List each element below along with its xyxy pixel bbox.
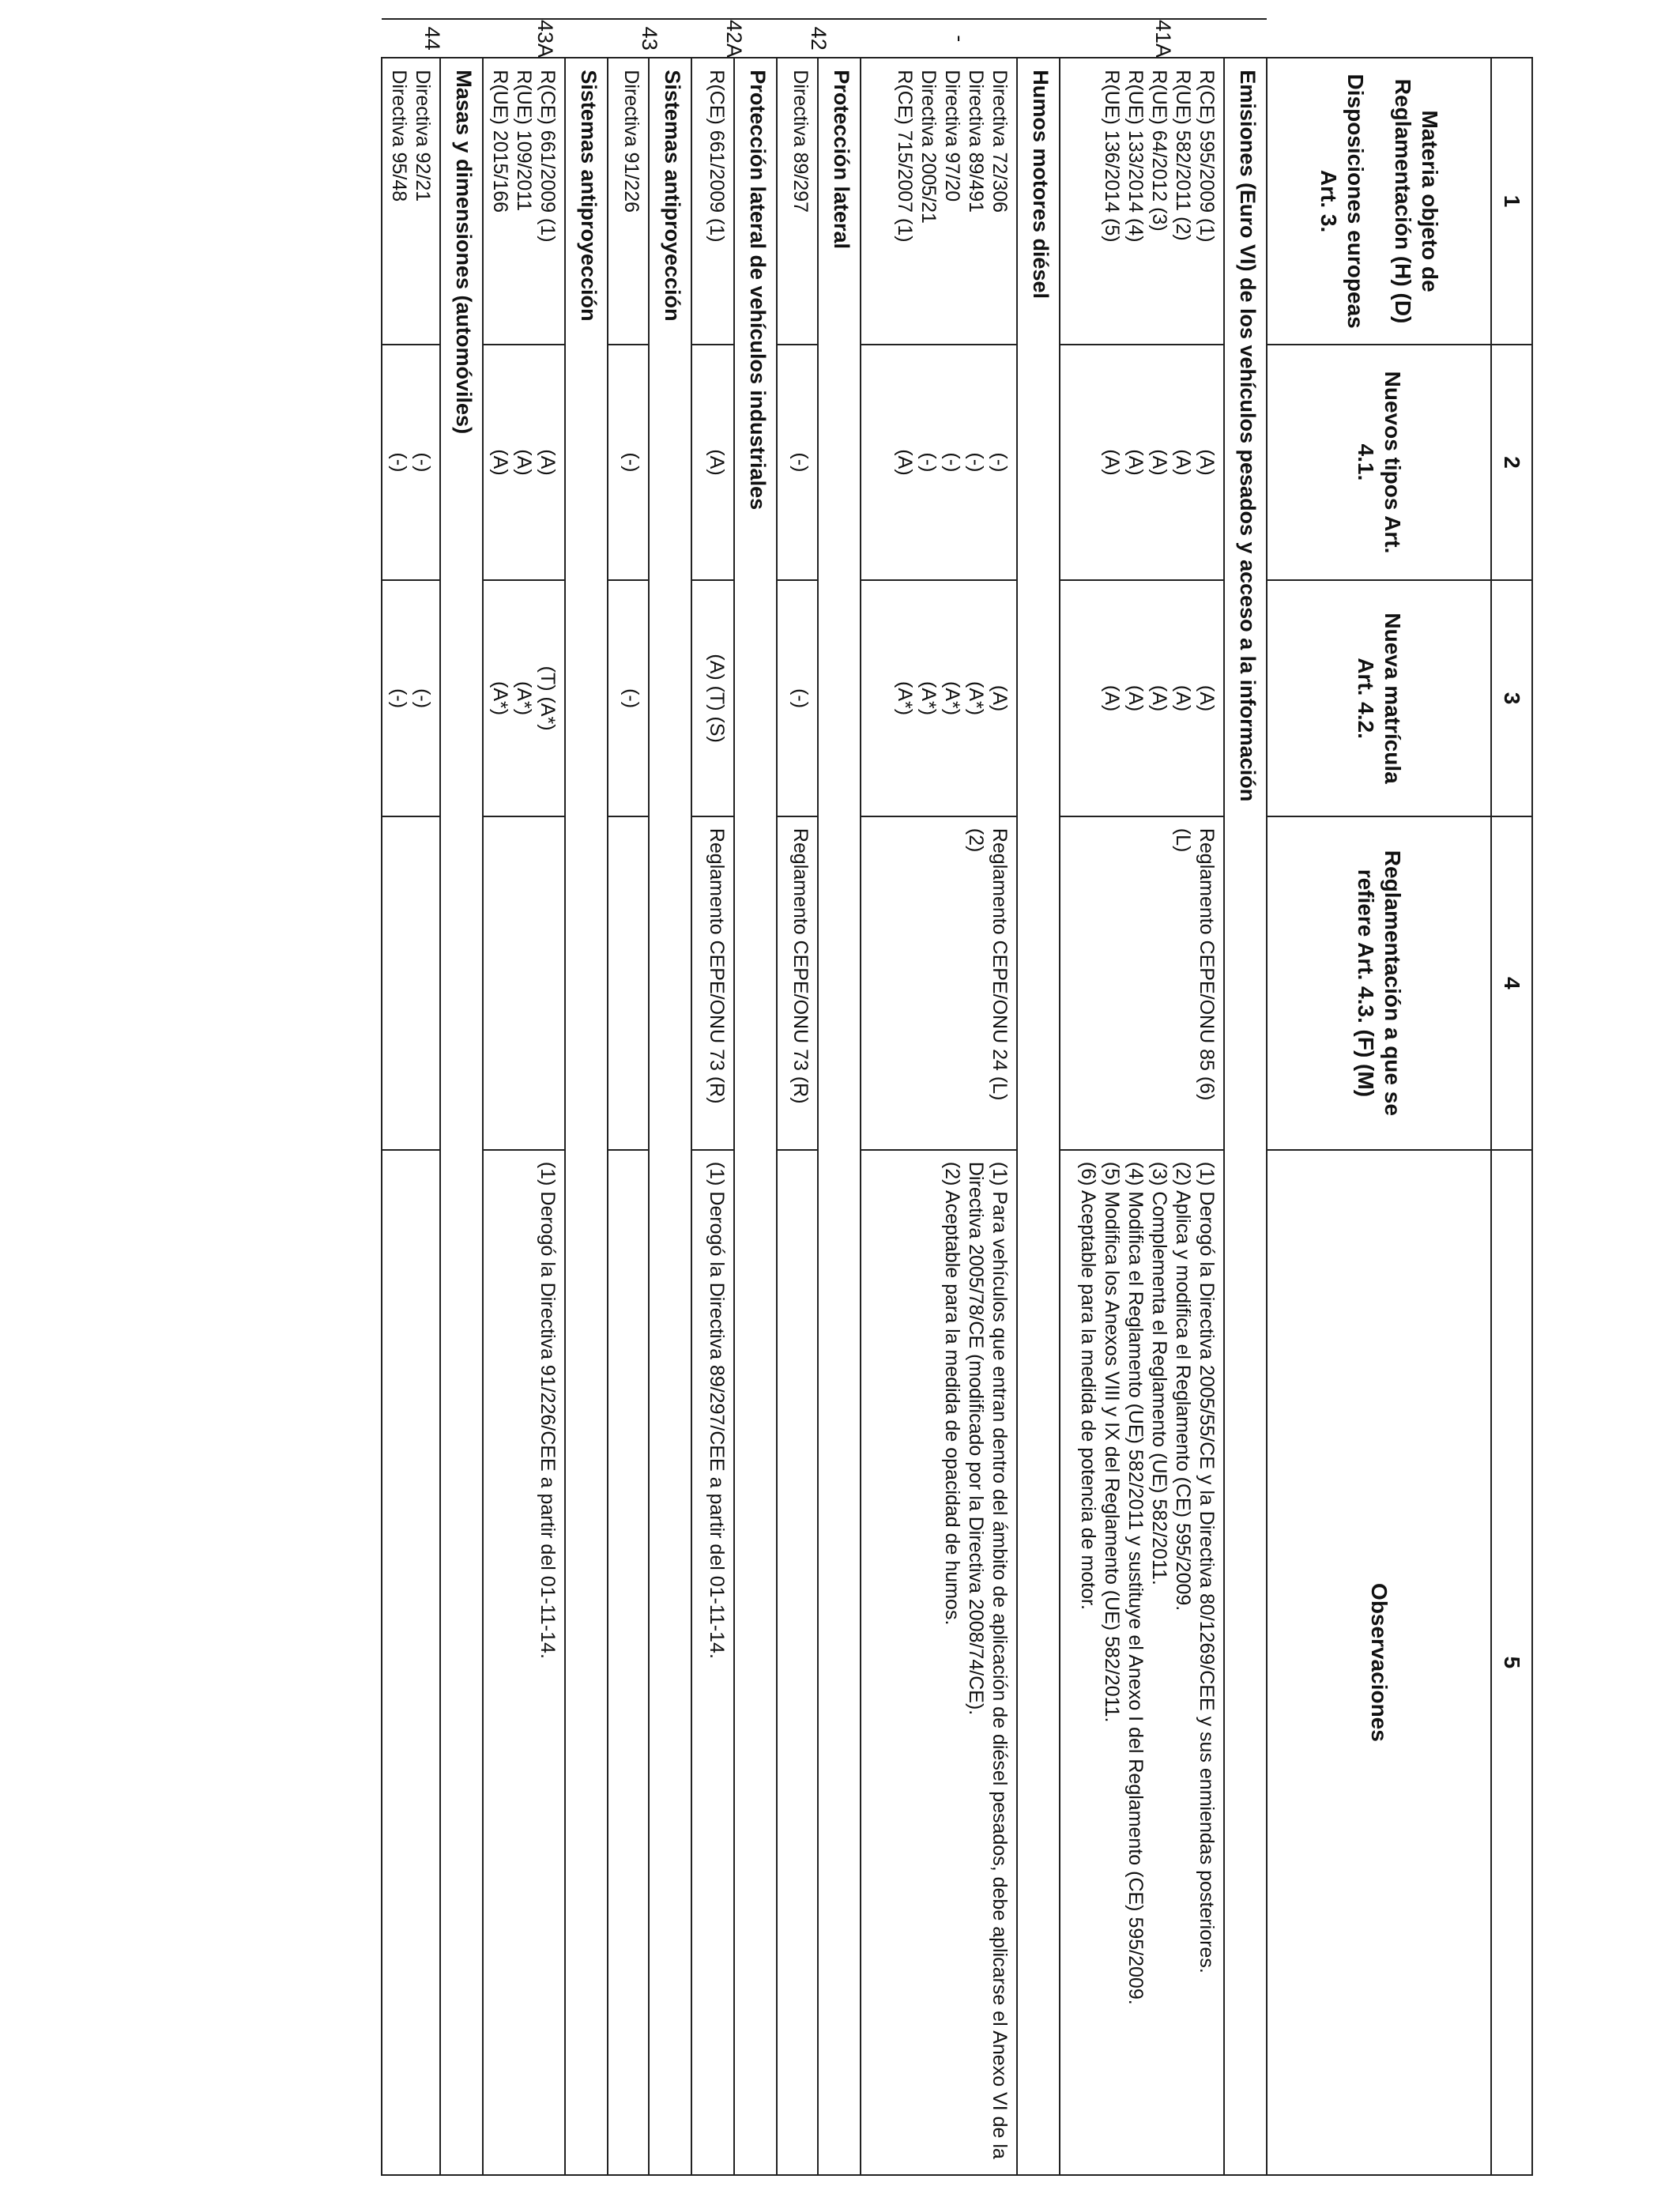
- reglamentacion-cell: [1060, 816, 1224, 1150]
- cell-line: (-): [412, 688, 434, 709]
- column-header-nuevos-tipos: Nuevos tipos Art. 4.1.: [1267, 345, 1491, 581]
- section-title-row: [565, 19, 608, 2175]
- table: [381, 18, 1533, 2176]
- cell-line: (5) Modifica los Anexos VIII y IX del Reglamento (UE) 582/2011.: [1101, 1161, 1123, 1723]
- column-number: 2: [1491, 345, 1532, 581]
- cell-line: (A): [989, 684, 1011, 712]
- cell-line: R(CE) 661/2009 (1): [537, 70, 559, 243]
- nuevos-tipos-cell: [483, 345, 565, 581]
- cell-line: (A*): [917, 681, 940, 716]
- row-number: 43A: [483, 19, 608, 58]
- table-row: [777, 19, 818, 2175]
- observaciones-cell: [777, 1150, 818, 2175]
- cell-line: (1) Derogó la Directiva 2005/55/CE y la Directiva 80/1269/CEE y sus enmiendas posteriores.: [1196, 1161, 1218, 1973]
- observaciones-cell: [861, 1150, 1017, 2175]
- section-title: Sistemas antiproyección: [565, 58, 608, 2175]
- section-title: Protección lateral de vehículos industriales: [734, 58, 777, 2175]
- cell-line: (3) Complementa el Reglamento (UE) 582/2011.: [1148, 1161, 1170, 1585]
- cell-line: (-): [965, 452, 987, 473]
- section-title: Sistemas antiproyección: [649, 58, 691, 2175]
- reglamentacion-cell: [861, 816, 1017, 1150]
- cell-line: (A): [1124, 449, 1147, 476]
- cell-line: (A*): [894, 681, 916, 716]
- section-title-row: [649, 19, 691, 2175]
- cell-line: (6) Aceptable para la medida de potencia de motor.: [1077, 1161, 1099, 1610]
- cell-line: Directiva 89/491: [965, 70, 987, 213]
- cell-line: (A*): [941, 681, 963, 716]
- disposition-cell: [608, 58, 649, 344]
- reglamentacion-cell: [691, 816, 734, 1150]
- cell-line: Reglamento CEPE/ONU 73 (R): [706, 827, 728, 1104]
- disposition-cell: [777, 58, 818, 344]
- cell-line: (A): [1124, 684, 1147, 712]
- cell-line: (-): [941, 452, 963, 473]
- cell-line: (2): [965, 827, 987, 853]
- nueva-matricula-cell: [777, 580, 818, 816]
- disposition-cell: [1060, 58, 1224, 344]
- section-title-row: [1224, 19, 1267, 2175]
- disposition-cell: [861, 58, 1017, 344]
- cell-line: Directiva 89/297: [789, 70, 812, 213]
- nueva-matricula-cell: [861, 580, 1017, 816]
- column-number: 5: [1491, 1150, 1532, 2175]
- nueva-matricula-cell: [608, 580, 649, 816]
- cell-line: Reglamento CEPE/ONU 73 (R): [789, 827, 812, 1104]
- row-number: 43: [608, 19, 691, 58]
- row-number: 42A: [691, 19, 777, 58]
- nuevos-tipos-cell: [1060, 345, 1224, 581]
- cell-line: (-): [388, 688, 410, 709]
- nuevos-tipos-cell: [608, 345, 649, 581]
- cell-line: (A): [1196, 449, 1218, 476]
- section-title-row: [818, 19, 861, 2175]
- cell-line: Reglamento CEPE/ONU 24 (L): [989, 827, 1011, 1101]
- cell-line: R(CE) 715/2007 (1): [894, 70, 916, 243]
- cell-line: Directiva 2005/21: [917, 70, 940, 224]
- section-title-row: [440, 19, 483, 2175]
- cell-line: R(UE) 582/2011 (2): [1172, 70, 1194, 241]
- reglamentacion-cell: [483, 816, 565, 1150]
- header-text: Materia objeto de Reglamentación (H) (D): [1391, 78, 1442, 324]
- cell-line: (A*): [513, 681, 535, 716]
- cell-line: (A) (T) (S): [706, 654, 728, 743]
- cell-line: (-): [412, 452, 434, 473]
- cell-line: (2) Aceptable para la medida de opacidad de humos.: [941, 1161, 963, 1626]
- disposition-cell: [483, 58, 565, 344]
- column-header-nueva-matricula: Nueva matrícula Art. 4.2.: [1267, 580, 1491, 816]
- table-row: [382, 19, 440, 2175]
- observaciones-cell: [691, 1150, 734, 2175]
- section-title: Humos motores diésel: [1017, 58, 1060, 2175]
- cell-line: (A): [513, 449, 535, 476]
- cell-line: Directiva 92/21: [412, 70, 434, 202]
- cell-line: (-): [989, 452, 1011, 473]
- table-row: [691, 19, 734, 2175]
- regulation-table: [134, 18, 1533, 2176]
- cell-line: (4) Modifica el Reglamento (UE) 582/2011 y sustituye el Anexo I del Reglamento (CE) 595/2009.: [1124, 1161, 1147, 2005]
- section-title: Protección lateral: [818, 58, 861, 2175]
- cell-line: (A*): [965, 681, 987, 716]
- cell-line: (T) (A*): [537, 665, 559, 731]
- observaciones-cell: [608, 1150, 649, 2175]
- cell-line: Directiva 72/306: [989, 70, 1011, 213]
- table-row: [1060, 19, 1224, 2175]
- cell-line: (1) Para vehículos que entran dentro del ámbito de aplicación de diésel pesados, debe aplicarse el Anexo VI de la Directiva 2005/78/CE (modificado por la Directiva 2008/74/CE).: [965, 1161, 1011, 2159]
- row-number: 44: [382, 19, 483, 58]
- observaciones-cell: [382, 1150, 440, 2175]
- cell-line: (A): [489, 449, 511, 476]
- column-number: 4: [1491, 816, 1532, 1150]
- cell-line: R(UE) 2015/166: [489, 70, 511, 213]
- nueva-matricula-cell: [1060, 580, 1224, 816]
- observaciones-cell: [1060, 1150, 1224, 2175]
- corner-blank: [1491, 19, 1532, 58]
- table-row: [861, 19, 1017, 2175]
- observaciones-cell: [483, 1150, 565, 2175]
- cell-line: (A): [894, 449, 916, 476]
- nuevos-tipos-cell: [777, 345, 818, 581]
- cell-line: R(CE) 595/2009 (1): [1196, 70, 1218, 243]
- cell-line: Directiva 91/226: [620, 70, 642, 213]
- cell-line: (2) Aplica y modifica el Reglamento (CE) 595/2009.: [1172, 1161, 1194, 1612]
- cell-line: Directiva 97/20: [941, 70, 963, 202]
- row-number: -: [861, 19, 1060, 58]
- cell-line: (1) Derogó la Directiva 91/226/CEE a partir del 01-11-14.: [537, 1161, 559, 1659]
- header-subtext: Disposiciones europeas Art. 3.: [1317, 74, 1368, 329]
- row-number: 42: [777, 19, 861, 58]
- cell-line: (-): [917, 452, 940, 473]
- reglamentacion-cell: [777, 816, 818, 1150]
- cell-line: (-): [789, 452, 812, 473]
- column-title-row: [1267, 19, 1491, 2175]
- cell-line: (A): [1172, 449, 1194, 476]
- cell-line: (-): [789, 688, 812, 709]
- cell-line: Reglamento CEPE/ONU 85 (6): [1196, 827, 1218, 1101]
- column-header-observaciones: Observaciones: [1267, 1150, 1491, 2175]
- cell-line: R(UE) 109/2011: [513, 70, 535, 212]
- nuevos-tipos-cell: [691, 345, 734, 581]
- table-body: [382, 19, 1267, 2175]
- section-title: Masas y dimensiones (automóviles): [440, 58, 483, 2175]
- column-number: 1: [1491, 58, 1532, 344]
- cell-line: (A): [1148, 449, 1170, 476]
- cell-line: R(UE) 136/2014 (5): [1101, 70, 1123, 243]
- cell-line: (A): [1196, 684, 1218, 712]
- column-number: 3: [1491, 580, 1532, 816]
- section-title: Emisiones (Euro VI) de los vehículos pesados y acceso a la información: [1224, 58, 1267, 2175]
- section-title-row: [1017, 19, 1060, 2175]
- cell-line: (A*): [489, 681, 511, 716]
- cell-line: (A): [706, 449, 728, 476]
- column-header-reglamentacion: Reglamentación a que se refiere Art. 4.3. (F) (M): [1267, 816, 1491, 1150]
- nueva-matricula-cell: [691, 580, 734, 816]
- column-number-row: [1491, 19, 1532, 2175]
- cell-line: R(UE) 133/2014 (4): [1124, 70, 1147, 243]
- row-number: 41A: [1060, 19, 1267, 58]
- reglamentacion-cell: [608, 816, 649, 1150]
- disposition-cell: [382, 58, 440, 344]
- cell-line: (A): [1148, 684, 1170, 712]
- cell-line: (-): [620, 452, 642, 473]
- table-row: [483, 19, 565, 2175]
- cell-line: R(UE) 64/2012 (3): [1148, 70, 1170, 232]
- section-title-row: [734, 19, 777, 2175]
- cell-line: (L): [1172, 827, 1194, 853]
- nueva-matricula-cell: [382, 580, 440, 816]
- table-row: [608, 19, 649, 2175]
- disposition-cell: [691, 58, 734, 344]
- nueva-matricula-cell: [483, 580, 565, 816]
- nuevos-tipos-cell: [861, 345, 1017, 581]
- cell-line: (1) Derogó la Directiva 89/297/CEE a partir del 01-11-14.: [706, 1161, 728, 1659]
- cell-line: R(CE) 661/2009 (1): [706, 70, 728, 243]
- cell-line: (A): [1101, 449, 1123, 476]
- cell-line: (-): [620, 688, 642, 709]
- cell-line: (A): [1101, 684, 1123, 712]
- cell-line: (A): [537, 449, 559, 476]
- cell-line: (A): [1172, 684, 1194, 712]
- cell-line: Directiva 95/48: [388, 70, 410, 202]
- corner-blank: [1267, 19, 1491, 58]
- cell-line: (-): [388, 452, 410, 473]
- reglamentacion-cell: [382, 816, 440, 1150]
- nuevos-tipos-cell: [382, 345, 440, 581]
- column-header-dispositions: [1267, 58, 1491, 344]
